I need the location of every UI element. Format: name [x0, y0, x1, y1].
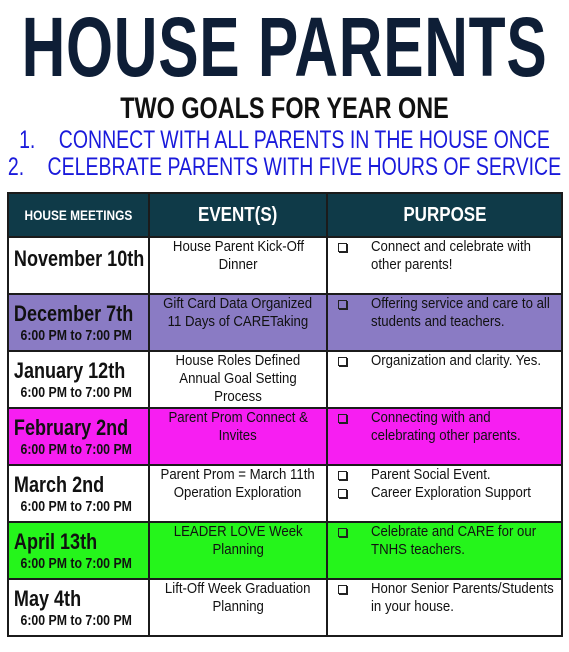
- purpose-cell: [327, 294, 562, 351]
- goal-2: [7, 152, 562, 181]
- table-row: [8, 408, 562, 465]
- page-subtitle: TWO GOALS FOR YEAR ONE: [120, 92, 449, 125]
- meeting-time: 6:00 PM to 7:00 PM: [20, 384, 132, 401]
- purpose-item: [328, 466, 561, 484]
- table-row: [8, 522, 562, 579]
- purpose-text: other parents!: [371, 256, 453, 273]
- meeting-date: February 2nd: [13, 415, 129, 440]
- goal-text: CONNECT WITH ALL PARENTS IN THE HOUSE ONCE: [58, 125, 550, 154]
- purpose-cell: [327, 522, 562, 579]
- table-row: [8, 351, 562, 408]
- checkbox-bullet-icon: [338, 528, 347, 537]
- event-text: Lift-Off Week Graduation: [165, 580, 311, 597]
- purpose-text: Parent Social Event.: [371, 466, 491, 483]
- table-row: [8, 579, 562, 636]
- meeting-time: 6:00 PM to 7:00 PM: [20, 327, 132, 344]
- event-cell: [149, 408, 327, 465]
- meeting-date-cell: [8, 294, 149, 351]
- checkbox-bullet-icon: [338, 414, 347, 423]
- table-row: [8, 294, 562, 351]
- purpose-item: [328, 523, 561, 559]
- event-text: LEADER LOVE Week: [173, 523, 303, 540]
- goal-1: [19, 125, 550, 154]
- purpose-text: Connect and celebrate with: [371, 238, 531, 255]
- event-text: Parent Prom Connect &: [168, 409, 308, 426]
- event-cell: [149, 294, 327, 351]
- purpose-text: Honor Senior Parents/Students: [371, 580, 554, 597]
- purpose-text: Offering service and care to all: [371, 295, 550, 312]
- event-cell: [149, 579, 327, 636]
- event-text: Parent Prom = March 11th: [160, 466, 316, 483]
- meeting-date: November 10th: [13, 246, 145, 271]
- purpose-text: celebrating other parents.: [371, 427, 521, 444]
- event-text: 11 Days of CARETaking: [167, 313, 309, 330]
- event-text: Planning: [212, 598, 264, 615]
- event-cell: [149, 351, 327, 408]
- meeting-date: May 4th: [13, 586, 82, 611]
- event-cell: [149, 465, 327, 522]
- meeting-time: 6:00 PM to 7:00 PM: [20, 498, 132, 515]
- schedule-table: [7, 192, 563, 637]
- event-text: Invites: [218, 427, 258, 444]
- purpose-cell: [327, 579, 562, 636]
- event-text: House Roles Defined: [175, 352, 301, 369]
- purpose-cell: [327, 237, 562, 294]
- goal-text: CELEBRATE PARENTS WITH FIVE HOURS OF SERVICE: [47, 152, 562, 181]
- purpose-item: [328, 238, 561, 274]
- purpose-item: [328, 484, 561, 502]
- purpose-text: in your house.: [371, 598, 454, 615]
- purpose-item: [328, 409, 561, 445]
- goal-number: 1.: [19, 125, 36, 154]
- event-cell: [149, 237, 327, 294]
- meeting-date-cell: [8, 237, 149, 294]
- page-title: HOUSE PARENTS: [21, 0, 548, 94]
- purpose-text: Connecting with and: [371, 409, 491, 426]
- column-header-purpose: PURPOSE: [327, 193, 562, 237]
- column-header-meetings: HOUSE MEETINGS: [8, 193, 149, 237]
- event-text: Planning: [212, 541, 264, 558]
- checkbox-bullet-icon: [338, 300, 347, 309]
- purpose-text: Career Exploration Support: [371, 484, 531, 501]
- checkbox-bullet-icon: [338, 489, 347, 498]
- event-cell: [149, 522, 327, 579]
- event-text: Annual Goal Setting Process: [179, 370, 297, 405]
- column-header-events: EVENT(S): [149, 193, 327, 237]
- purpose-text: students and teachers.: [371, 313, 505, 330]
- meeting-date-cell: [8, 465, 149, 522]
- meeting-date-cell: [8, 522, 149, 579]
- purpose-text: TNHS teachers.: [371, 541, 465, 558]
- meeting-date: January 12th: [13, 358, 126, 383]
- meeting-date: April 13th: [13, 529, 98, 554]
- meeting-date-cell: [8, 579, 149, 636]
- checkbox-bullet-icon: [338, 357, 347, 366]
- table-row: [8, 465, 562, 522]
- meeting-date-cell: [8, 408, 149, 465]
- event-text: Dinner: [218, 256, 258, 273]
- purpose-item: [328, 352, 561, 370]
- event-text: Gift Card Data Organized: [163, 295, 313, 312]
- purpose-text: Organization and clarity. Yes.: [371, 352, 541, 369]
- purpose-cell: [327, 351, 562, 408]
- meeting-time: 6:00 PM to 7:00 PM: [20, 612, 132, 629]
- table-row: [8, 237, 562, 294]
- checkbox-bullet-icon: [338, 585, 347, 594]
- purpose-text: Celebrate and CARE for our: [371, 523, 537, 540]
- event-text: Operation Exploration: [174, 484, 302, 501]
- event-text: House Parent Kick-Off: [172, 238, 304, 255]
- checkbox-bullet-icon: [338, 243, 347, 252]
- purpose-cell: [327, 465, 562, 522]
- meeting-date: March 2nd: [13, 472, 105, 497]
- purpose-cell: [327, 408, 562, 465]
- checkbox-bullet-icon: [338, 471, 347, 480]
- meeting-time: 6:00 PM to 7:00 PM: [20, 441, 132, 458]
- purpose-item: [328, 295, 561, 331]
- meeting-date-cell: [8, 351, 149, 408]
- meeting-date: December 7th: [13, 301, 134, 326]
- meeting-time: 6:00 PM to 7:00 PM: [20, 555, 132, 572]
- purpose-item: [328, 580, 561, 616]
- goal-number: 2.: [7, 152, 25, 181]
- table-header-row: [8, 193, 562, 237]
